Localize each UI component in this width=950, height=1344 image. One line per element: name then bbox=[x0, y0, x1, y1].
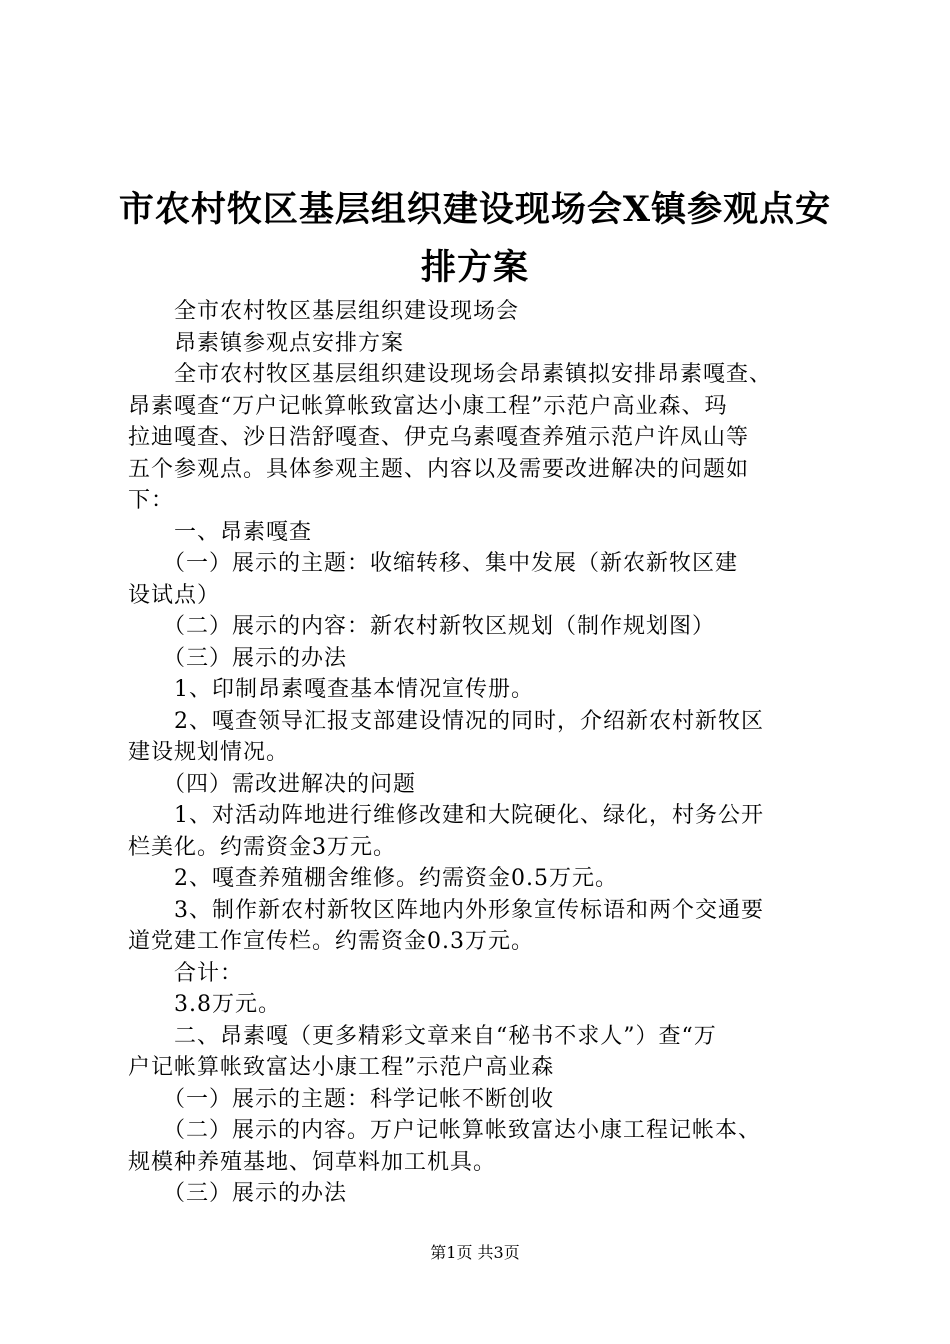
document-title-line-1: 市农村牧区基层组织建设现场会X镇参观点安 bbox=[118, 189, 832, 230]
body-line: 建设规划情况。 bbox=[128, 740, 290, 765]
body-line: 昂素镇参观点安排方案 bbox=[128, 330, 405, 356]
body-line: 3.8万元。 bbox=[128, 992, 281, 1017]
body-line: 全市农村牧区基层组织建设现场会昂素镇拟安排昂素嘎查、 bbox=[128, 362, 773, 387]
document-body bbox=[128, 296, 836, 1210]
body-line: （二）展示的内容。万户记帐算帐致富达小康工程记帐本、 bbox=[128, 1118, 762, 1143]
body-line: 下： bbox=[128, 488, 175, 513]
body-line: 道党建工作宣传栏。约需资金0.3万元。 bbox=[128, 929, 534, 954]
body-line: 设试点） bbox=[128, 582, 221, 608]
body-line: （二）展示的内容：新农村新牧区规划（制作规划图） bbox=[128, 614, 716, 639]
body-line: （四）需改进解决的问题 bbox=[128, 771, 417, 797]
body-line: 五个参观点。具体参观主题、内容以及需要改进解决的问题如 bbox=[128, 456, 750, 482]
body-line: 户记帐算帐致富达小康工程”示范户高业森 bbox=[128, 1055, 555, 1080]
body-line: 拉迪嘎查、沙日浩舒嘎查、伊克乌素嘎查养殖示范户许凤山等 bbox=[128, 425, 750, 450]
body-line: 栏美化。约需资金3万元。 bbox=[128, 834, 396, 860]
body-line: （三）展示的办法 bbox=[128, 645, 348, 671]
body-line: 1、印制昂素嘎查基本情况宣传册。 bbox=[128, 677, 534, 702]
body-line: 昂素嘎查“万户记帐算帐致富达小康工程”示范户高业森、玛 bbox=[128, 393, 728, 419]
body-line: （一）展示的主题：科学记帐不断创收 bbox=[128, 1086, 555, 1112]
section-heading: 二、昂素嘎（更多精彩文章来自“秘书不求人”）查“万 bbox=[128, 1023, 717, 1049]
body-line: 全市农村牧区基层组织建设现场会 bbox=[128, 299, 520, 324]
page-number-footer: 第1页 共3页 bbox=[430, 1243, 520, 1262]
body-line: 2、嘎查领导汇报支部建设情况的同时，介绍新农村新牧区 bbox=[128, 708, 764, 734]
body-line: 3、制作新农村新牧区阵地内外形象宣传标语和两个交通要 bbox=[128, 897, 764, 923]
body-line: （一）展示的主题：收缩转移、集中发展（新农新牧区建 bbox=[128, 551, 739, 576]
body-line: （三）展示的办法 bbox=[128, 1181, 348, 1206]
section-heading: 一、昂素嘎查 bbox=[128, 519, 313, 545]
body-line: 合计： bbox=[128, 960, 244, 986]
document-title-line-2: 排方案 bbox=[420, 247, 529, 288]
body-line: 2、嘎查养殖棚舍维修。约需资金0.5万元。 bbox=[128, 866, 618, 891]
body-line: 1、对活动阵地进行维修改建和大院硬化、绿化，村务公开 bbox=[128, 803, 764, 828]
body-line: 规模种养殖基地、饲草料加工机具。 bbox=[128, 1149, 497, 1175]
